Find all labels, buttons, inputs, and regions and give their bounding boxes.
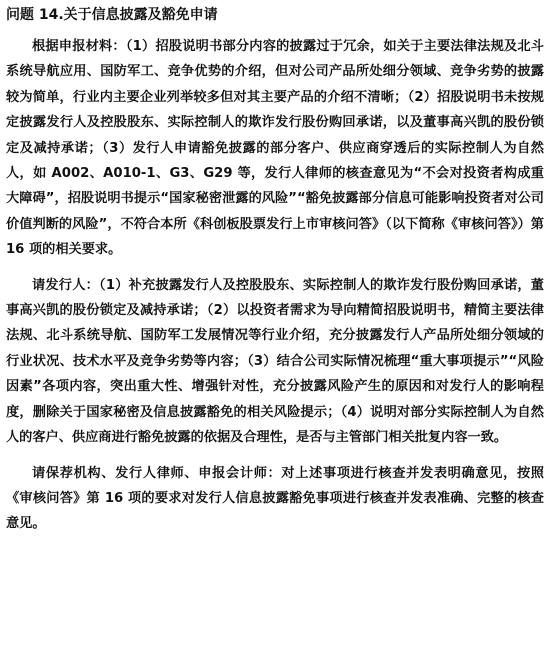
paragraph-sponsor-requests: 请保荐机构、发行人律师、申报会计师：对上述事项进行核查并发表明确意见，按照《审核问答》第 16 项的要求对发行人信息披露豁免事项进行核查并发表准确、完整的核查意见。 — [6, 465, 544, 532]
paragraph-background: 根据申报材料：（1）招股说明书部分内容的披露过于冗余，如关于主要法律法规及北斗系统导航应用、国防军工、竞争优势的介绍，但对公司产品所处细分领域、竞争劣势的披露较为简单，行业内主要企业列举较多但对其主要产品的介绍不清晰；（2）招股说明书未按规定披露发行人及控股股东、实际控制人的欺诈发行股份购回承诺，以及董事高兴凯的股份锁定及减持承诺；（3）发行人申请豁免披露的部分客户、供应商穿透后的实际控制人为自然人，如 A002、A010-1、G3、G29 等，发行人律师的核查意见为“不会对投资者构成重大障碍”，招股说明书提示“国家秘密泄露的风险”“豁免披露部分信息可能影响投资者对公司价值判断的风险”，不符合本所《科创板股票发行上市审核问答》（以下简称《审核问答》）第 16 项的相关要求。 — [6, 39, 544, 258]
question-heading: 问题 14.关于信息披露及豁免申请 — [6, 7, 218, 23]
paragraph-issuer-requests: 请发行人：（1）补充披露发行人及控股股东、实际控制人的欺诈发行股份购回承诺，董事高兴凯的股份锁定及减持承诺；（2）以投资者需求为导向精简招股说明书，精简主要法律法规、北斗系统导航、国防军工发展情况等行业介绍，充分披露发行人产品所处细分领域的行业状况、技术水平及竞争劣势等内容；（3）结合公司实际情况梳理“重大事项提示”“风险因素”各项内容，突出重大性、增强针对性，充分披露风险产生的原因和对发行人的影响程度，删除关于国家秘密及信息披露豁免的相关风险提示；（4）说明对部分实际控制人为自然人的客户、供应商进行豁免披露的依据及合理性，是否与主管部门相关批复内容一致。 — [6, 277, 544, 446]
